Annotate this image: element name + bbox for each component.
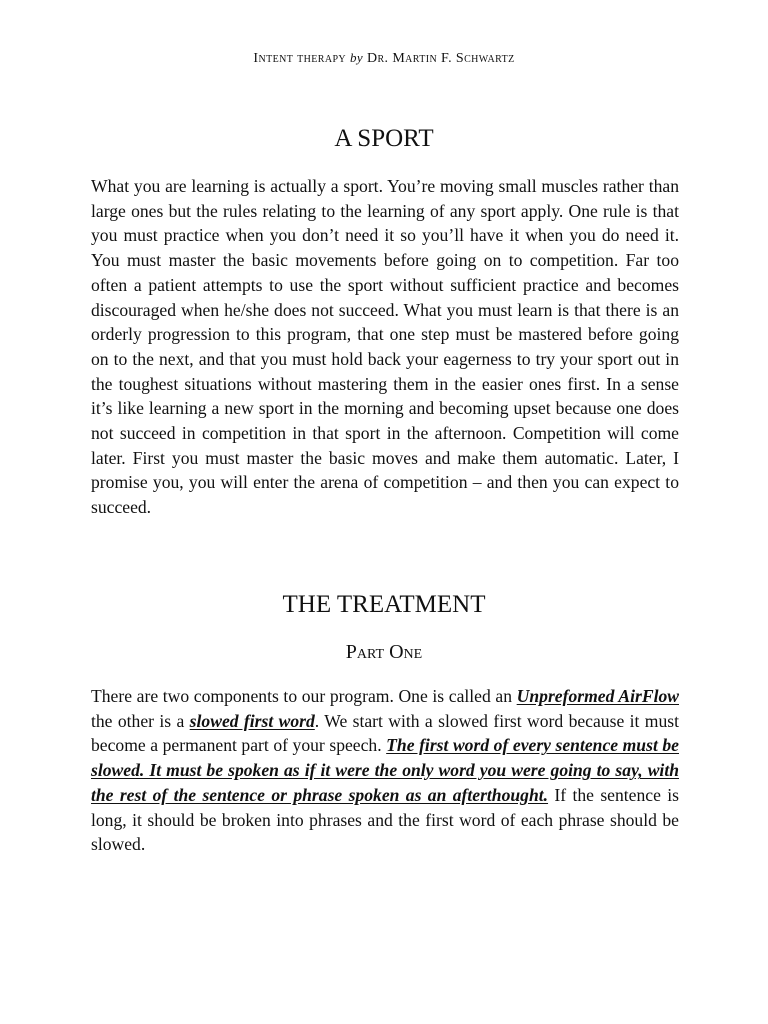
treatment-text-2: the other is a [91, 710, 190, 731]
section-title-treatment: THE TREATMENT [282, 591, 486, 618]
sport-paragraph: What you are learning is actually a sport. You’re moving small muscles rather than large ones but the rules relating to the learning of any sport apply. One rule is that you must practice when you don’t need it so you’ll have it when you do need it. You must master the basic movements before going on to competition. Far too often a patient attempts to use the sport without sufficient practice and becomes discouraged when he/she does not succeed. What you must learn is that there is an orderly progression to this program, that one step must be mastered before going on to the next, and that you must hold back your eagerness to try your sport out in the toughest situations without mastering them in the easier ones first. In a sense it’s like learning a new sport in the morning and becoming upset because one does not succeed in competition in that sport in the afternoon. Competition will come later. First you must master the basic moves and make them automatic. Later, I promise you, you will enter the arena of competition – and then you can expect to succeed. [91, 176, 679, 518]
emphasis-slowed-first-word: slowed first word [189, 710, 315, 731]
header-author: Dr. Martin F. Schwartz [366, 51, 515, 66]
section-subtitle-part-one: Part One [345, 641, 423, 663]
treatment-text-3: . We start with a slowed first word because it must become a permanent part of your speech. [91, 710, 679, 756]
running-header [0, 50, 768, 67]
treatment-paragraph [91, 684, 679, 857]
header-by: by [349, 50, 364, 65]
section-title-sport: A SPORT [334, 125, 434, 152]
header-book-title: Intent therapy [253, 51, 347, 66]
emphasis-unpreformed-airflow: Unpreformed AirFlow [516, 686, 679, 706]
treatment-text-4: If the sentence is long, it should be broken into phrases and the first word of each phrase should be slowed. [91, 784, 679, 855]
treatment-text-1: There are two components to our program. One is called an [91, 686, 517, 706]
emphasis-first-word-rule: The first word of every sentence must be slowed. It must be spoken as if it were the only word you were going to say, with the rest of the sentence or phrase spoken as an afterthought. [91, 735, 679, 805]
